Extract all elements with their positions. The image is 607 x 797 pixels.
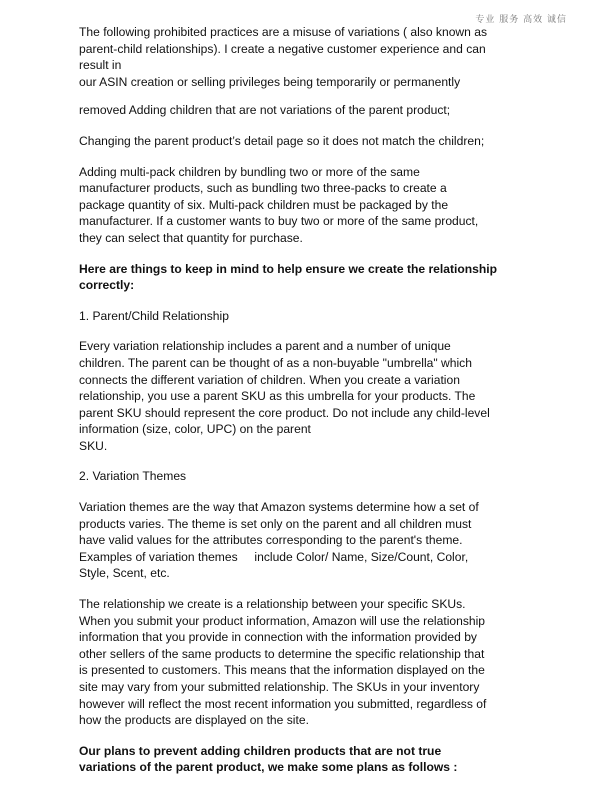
section-heading-line: correctly: (79, 278, 135, 293)
section-heading-line: Here are things to keep in mind to help ensure we create the relationship (79, 261, 498, 276)
multipack-paragraph-line: manufacturer products, such as bundling two three-packs to create a (79, 181, 447, 196)
parent-child-paragraph-line: children. The parent can be thought of as a non-buyable "umbrella" which (79, 355, 472, 370)
intro-paragraph-line: our ASIN creation or selling privileges being temporarily or permanently (79, 74, 461, 89)
parent-child-paragraph-line: parent SKU should represent the core product. Do not include any child-level (79, 405, 490, 420)
relationship-paragraph-line: site may vary from your submitted relationship. The SKUs in your inventory (79, 680, 480, 694)
variation-themes-paragraph-line: products varies. The theme is set only on the parent and all children must (79, 516, 472, 531)
multipack-paragraph-line: manufacturer. If a customer wants to buy two or more of the same product, (79, 214, 479, 229)
parent-child-paragraph-line: relationship, you use a parent SKU as this umbrella for your products. The (79, 389, 476, 404)
relationship-paragraph-line: information that you provide in connection with the information provided by (79, 630, 477, 645)
multipack-paragraph-line: Adding multi-pack children by bundling two or more of the same (79, 164, 420, 179)
variation-themes-paragraph-line: Examples of variation themes include Color/ Name, Size/Count, Color, (79, 549, 469, 564)
parent-child-paragraph-line: information (size, color, UPC) on the parent (79, 422, 311, 437)
subsection-title-variation-themes: 2. Variation Themes (79, 469, 187, 484)
parent-child-paragraph-line: connects the different variation of children. When you create a variation (79, 372, 460, 387)
changing-paragraph: Changing the parent product’s detail page so it does not match the children; (79, 133, 485, 148)
variation-themes-paragraph-line: Variation themes are the way that Amazon systems determine how a set of (79, 500, 479, 515)
relationship-paragraph-line: The relationship we create is a relationship between your specific SKUs. (79, 597, 466, 612)
intro-paragraph-line: result in (79, 58, 122, 73)
relationship-paragraph-line: other sellers of the same products to determine the specific relationship that (79, 646, 485, 661)
relationship-paragraph-line: however will reflect the most recent information you submitted, regardless of (79, 696, 487, 711)
multipack-paragraph-line: package quantity of six. Multi-pack children must be packaged by the (79, 197, 449, 212)
relationship-paragraph-line: When you submit your product information, Amazon will use the relationship (79, 613, 486, 628)
relationship-paragraph-line: how the products are displayed on the site. (79, 713, 309, 728)
document-page (79, 24, 524, 776)
multipack-paragraph-line: they can select that quantity for purchase. (79, 230, 303, 245)
variation-themes-paragraph-line: have valid values for the attributes corresponding to the parent's theme. (79, 533, 463, 548)
intro-paragraph-line: The following prohibited practices are a misuse of variations ( also known as (79, 25, 488, 39)
relationship-paragraph-line: is presented to customers. This means that the information displayed on the (79, 663, 485, 678)
plans-heading-line: Our plans to prevent adding children products that are not true (79, 743, 442, 758)
removed-paragraph: removed Adding children that are not variations of the parent product; (79, 103, 451, 118)
header-watermark: 专业 服务 高效 诚信 (475, 15, 567, 25)
plans-heading-line: variations of the parent product, we make some plans as follows : (79, 760, 458, 775)
parent-child-paragraph-line: SKU. (79, 438, 108, 453)
intro-paragraph-line: parent-child relationships). I create a negative customer experience and can (79, 41, 486, 56)
parent-child-paragraph-line: Every variation relationship includes a parent and a number of unique (79, 339, 451, 354)
subsection-title-parent-child: 1. Parent/Child Relationship (79, 308, 229, 323)
variation-themes-paragraph-line: Style, Scent, etc. (79, 566, 170, 581)
